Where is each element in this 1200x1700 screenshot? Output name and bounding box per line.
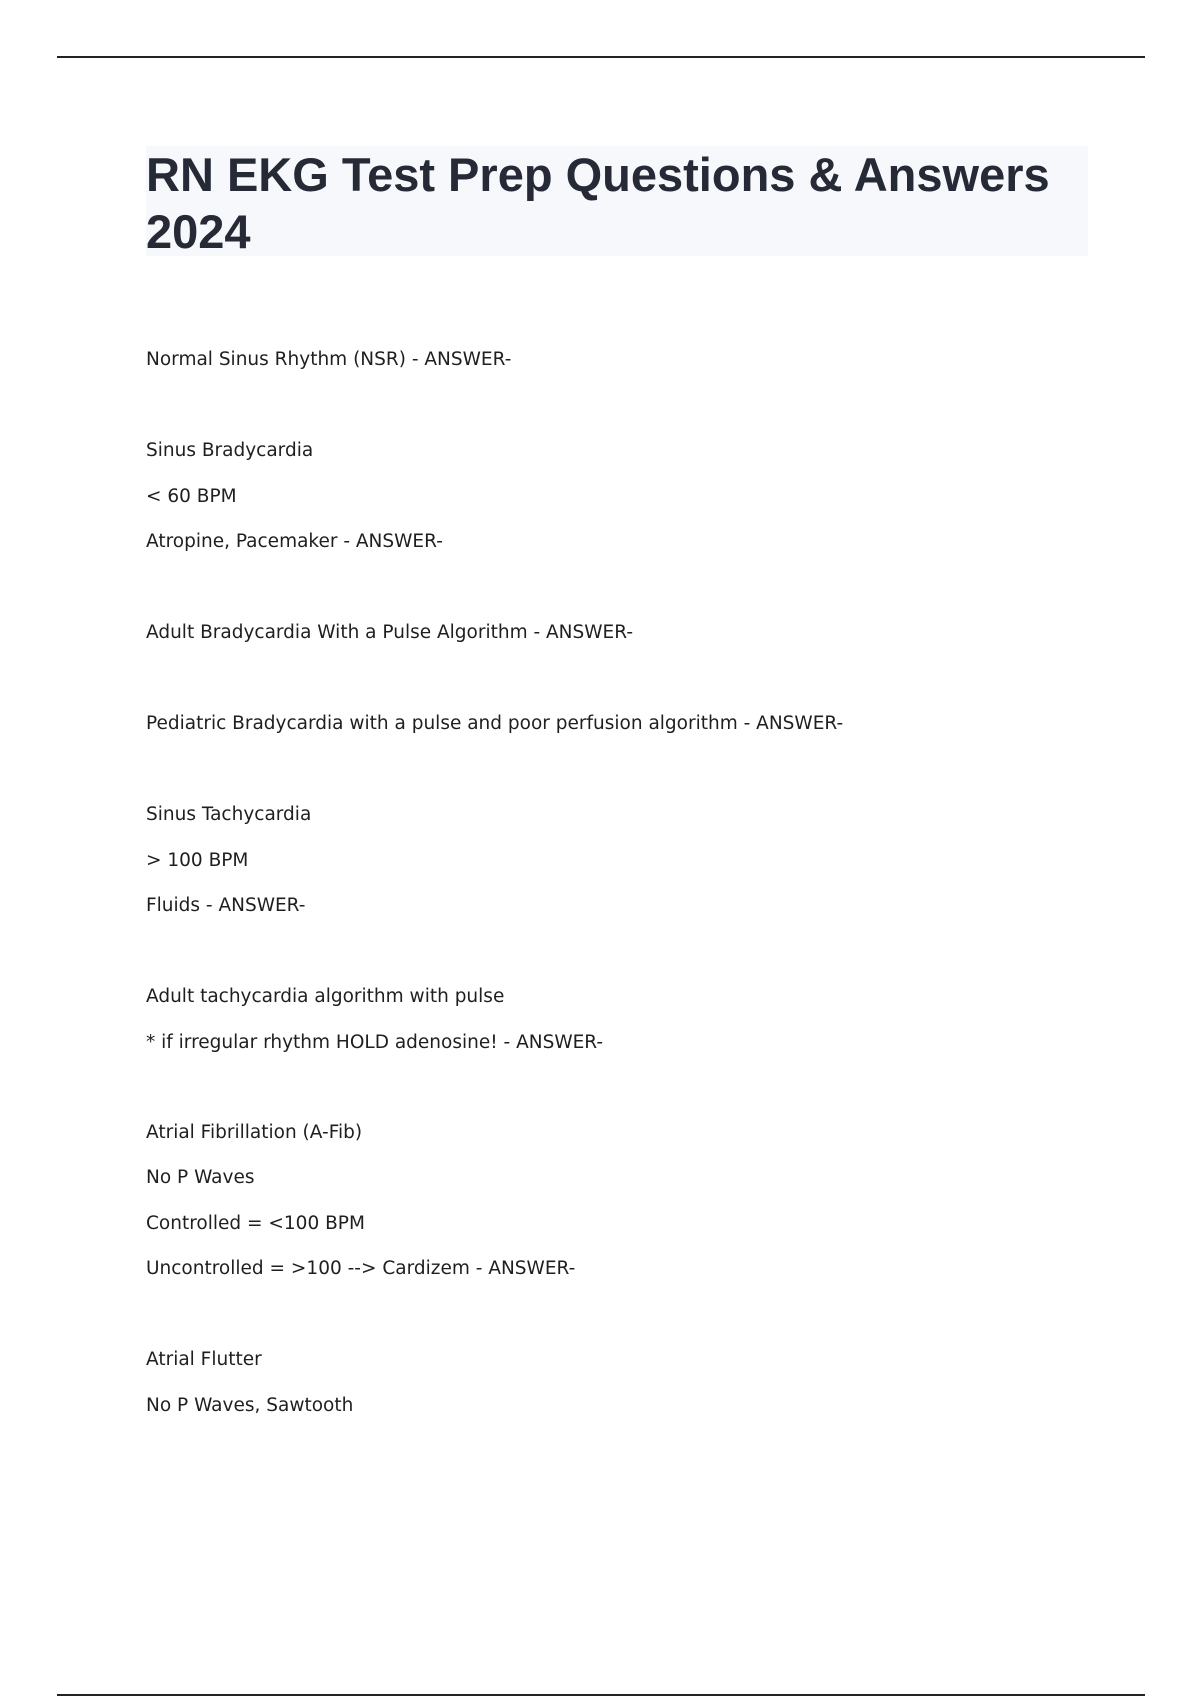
qa-line: Uncontrolled = >100 --> Cardizem - ANSWER- [146, 1258, 576, 1279]
top-rule [57, 56, 1145, 58]
qa-line: Sinus Tachycardia [146, 804, 312, 825]
qa-line: < 60 BPM [146, 486, 237, 507]
qa-line: * if irregular rhythm HOLD adenosine! - ANSWER- [146, 1032, 604, 1053]
qa-line: > 100 BPM [146, 850, 249, 871]
document-title: RN EKG Test Prep Questions & Answers 2024 [146, 148, 1050, 258]
title-block [146, 146, 1088, 256]
qa-line: Controlled = <100 BPM [146, 1213, 365, 1234]
bottom-rule [57, 1694, 1145, 1696]
qa-line: Atrial Fibrillation (A-Fib) [146, 1122, 363, 1143]
qa-line: Pediatric Bradycardia with a pulse and poor perfusion algorithm - ANSWER- [146, 713, 844, 734]
qa-line: Normal Sinus Rhythm (NSR) - ANSWER- [146, 349, 512, 370]
qa-line: Sinus Bradycardia [146, 440, 314, 461]
qa-line: Atrial Flutter [146, 1349, 262, 1370]
qa-line: No P Waves, Sawtooth [146, 1395, 354, 1416]
qa-line: No P Waves [146, 1167, 255, 1188]
qa-line: Adult tachycardia algorithm with pulse [146, 986, 505, 1007]
qa-line: Atropine, Pacemaker - ANSWER- [146, 531, 443, 552]
qa-line: Adult Bradycardia With a Pulse Algorithm - ANSWER- [146, 622, 634, 643]
qa-line: Fluids - ANSWER- [146, 895, 306, 916]
